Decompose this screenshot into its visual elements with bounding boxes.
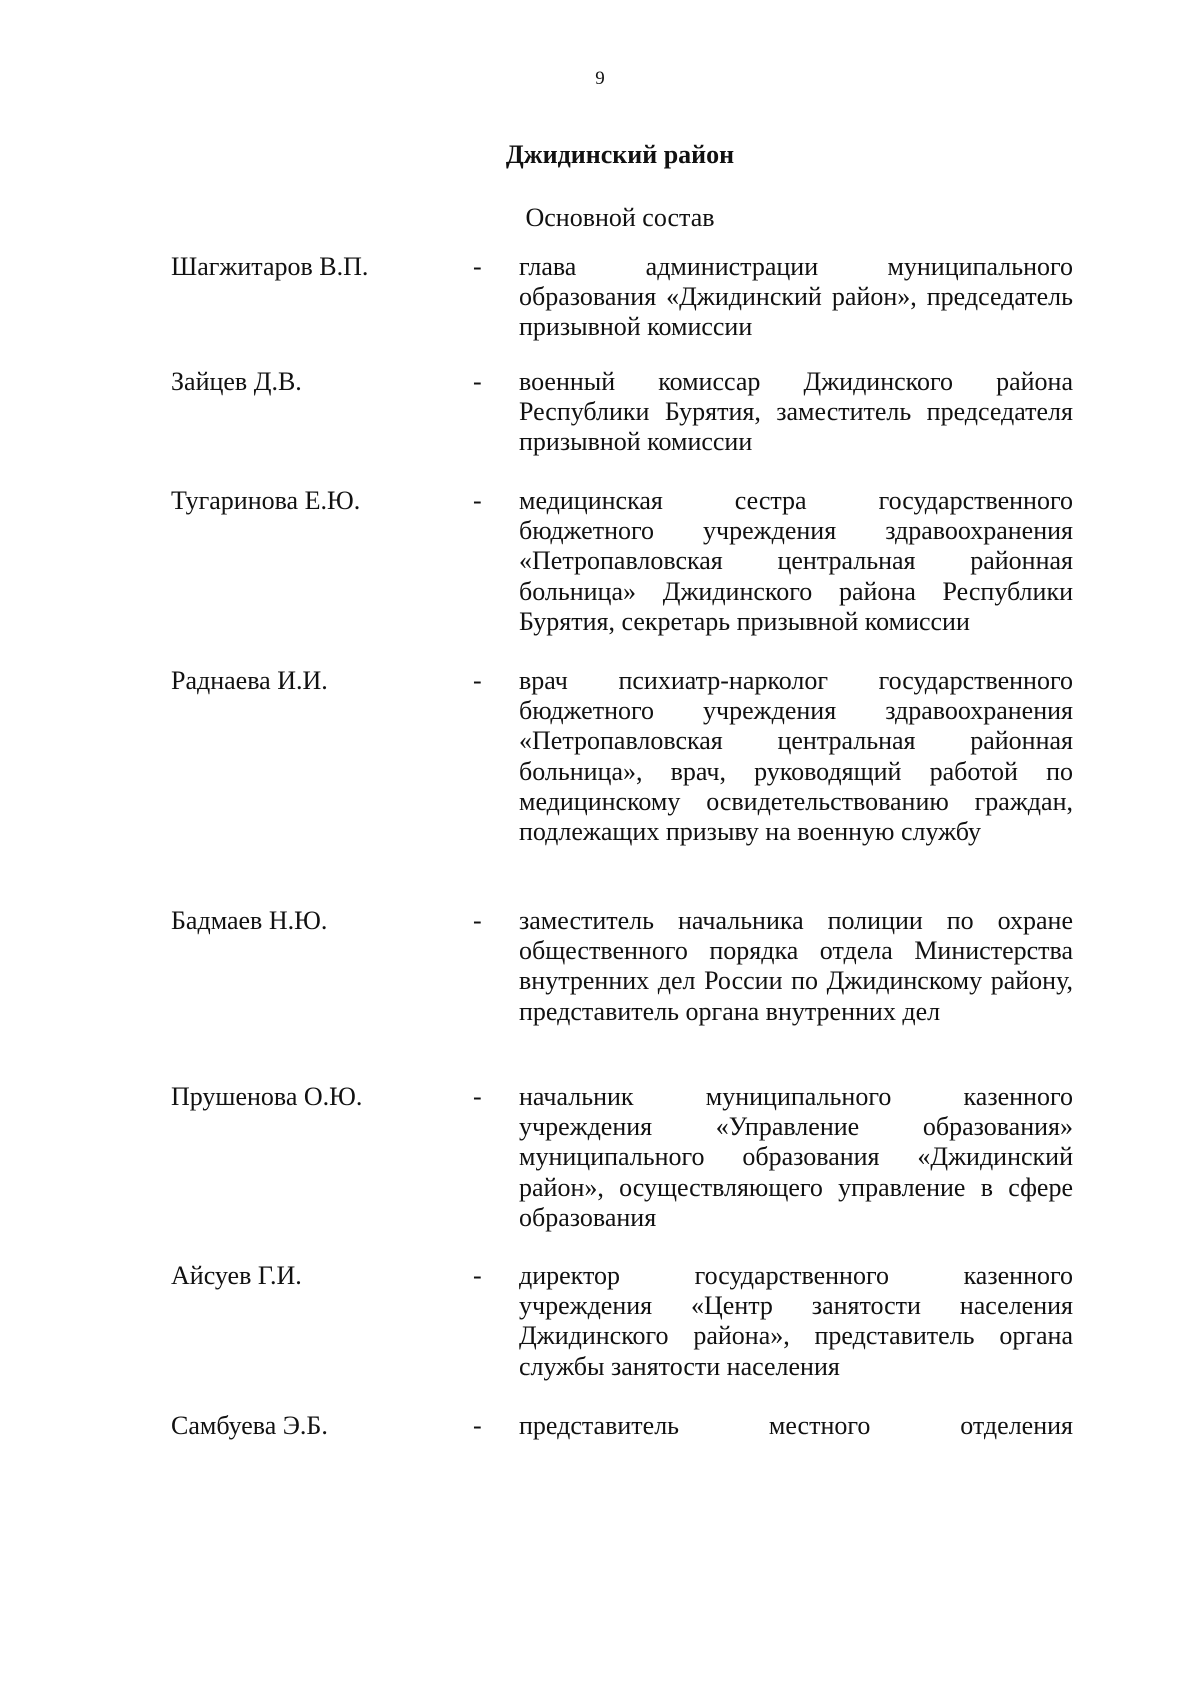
member-name: Тугаринова Е.Ю. [171, 486, 361, 515]
page-number: 9 [595, 68, 605, 89]
member-role: глава администрации муниципального образования «Джидинский район», председатель призывной комиссии [519, 252, 1073, 342]
member-role: заместитель начальника полиции по охране общественного порядка отдела Министерства внутренних дел России по Джидинскому району, представитель органа внутренних дел [519, 906, 1073, 1026]
member-dash: - [473, 1261, 482, 1290]
member-role: начальник муниципального казенного учреждения «Управление образования» муниципального образования «Джидинский район», осуществляющего управление в сфере образования [519, 1082, 1073, 1232]
member-name: Айсуев Г.И. [171, 1261, 302, 1290]
member-role: директор государственного казенного учреждения «Центр занятости населения Джидинского района», представитель органа службы занятости населения [519, 1261, 1073, 1381]
member-dash: - [473, 666, 482, 695]
member-dash: - [473, 486, 482, 515]
member-dash: - [473, 252, 482, 281]
member-role: военный комиссар Джидинского района Республики Бурятия, заместитель председателя призывной комиссии [519, 367, 1073, 457]
member-name: Раднаева И.И. [171, 666, 328, 695]
member-name: Шагжитаров В.П. [171, 252, 369, 281]
member-dash: - [473, 1411, 482, 1440]
member-role: представитель местного отделения [519, 1411, 1073, 1440]
member-name: Бадмаев Н.Ю. [171, 906, 328, 935]
member-role: врач психиатр-нарколог государственного бюджетного учреждения здравоохранения «Петропавловская центральная районная больница», врач, руководящий работой по медицинскому освидетельствованию граждан, подлежащих призыву на военную службу [519, 666, 1073, 847]
member-name: Прушенова О.Ю. [171, 1082, 363, 1111]
member-dash: - [473, 1082, 482, 1111]
member-dash: - [473, 906, 482, 935]
member-name: Самбуева Э.Б. [171, 1411, 328, 1440]
member-name: Зайцев Д.В. [171, 367, 302, 396]
member-role: медицинская сестра государственного бюджетного учреждения здравоохранения «Петропавловская центральная районная больница» Джидинского района Республики Бурятия, секретарь призывной комиссии [519, 486, 1073, 636]
section-title: Джидинский район [505, 140, 735, 169]
member-dash: - [473, 367, 482, 396]
section-subtitle: Основной состав [525, 203, 715, 232]
